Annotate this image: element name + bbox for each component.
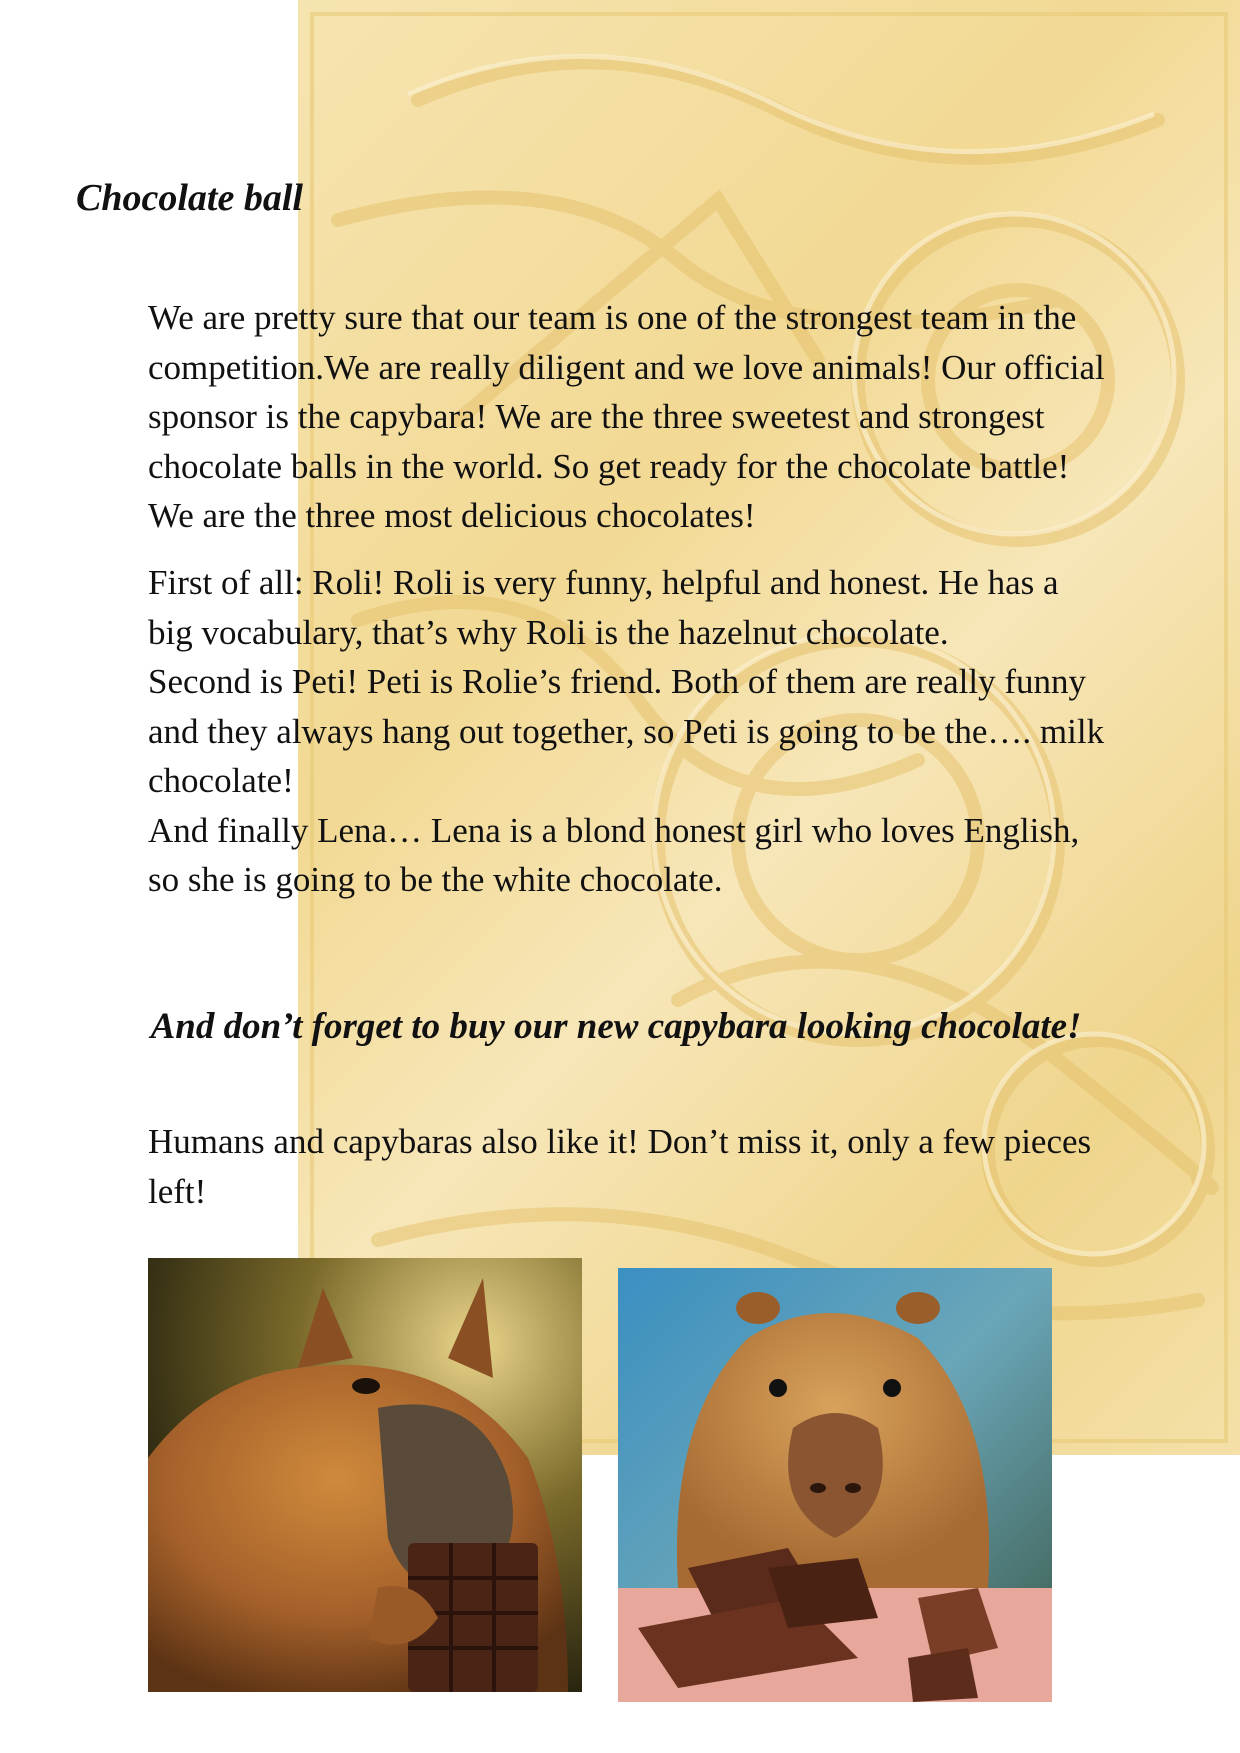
promo-heading: And don’t forget to buy our new capybara looking chocolate! bbox=[150, 1006, 1082, 1047]
closing-paragraph: Humans and capybaras also like it! Don’t miss it, only a few pieces left! bbox=[148, 1122, 1092, 1211]
member-peti: Second is Peti! Peti is Rolie’s friend. Both of them are really funny and they always hang out together, so Peti is going to be the…. milk chocolate! bbox=[148, 662, 1105, 800]
intro-paragraph: We are pretty sure that our team is one of the strongest team in the competition.We are really diligent and we love animals! Our official sponsor is the capybara! We are the three sweetest and strongest chocolate balls in the world. So get ready for the chocolate battle! We are the three most delicious chocolates! bbox=[148, 298, 1105, 535]
member-roli: First of all: Roli! Roli is very funny, helpful and honest. He has a big vocabulary, that’s why Roli is the hazelnut chocolate. bbox=[148, 563, 1059, 652]
capybara-with-chocolate-pieces-photo bbox=[618, 1268, 1052, 1702]
member-lena: And finally Lena… Lena is a blond honest girl who loves English, so she is going to be the white chocolate. bbox=[148, 810, 1080, 899]
team-members bbox=[148, 558, 1108, 905]
document-title: Chocolate ball bbox=[76, 177, 303, 219]
capybara-eating-chocolate-photo bbox=[148, 1258, 582, 1692]
